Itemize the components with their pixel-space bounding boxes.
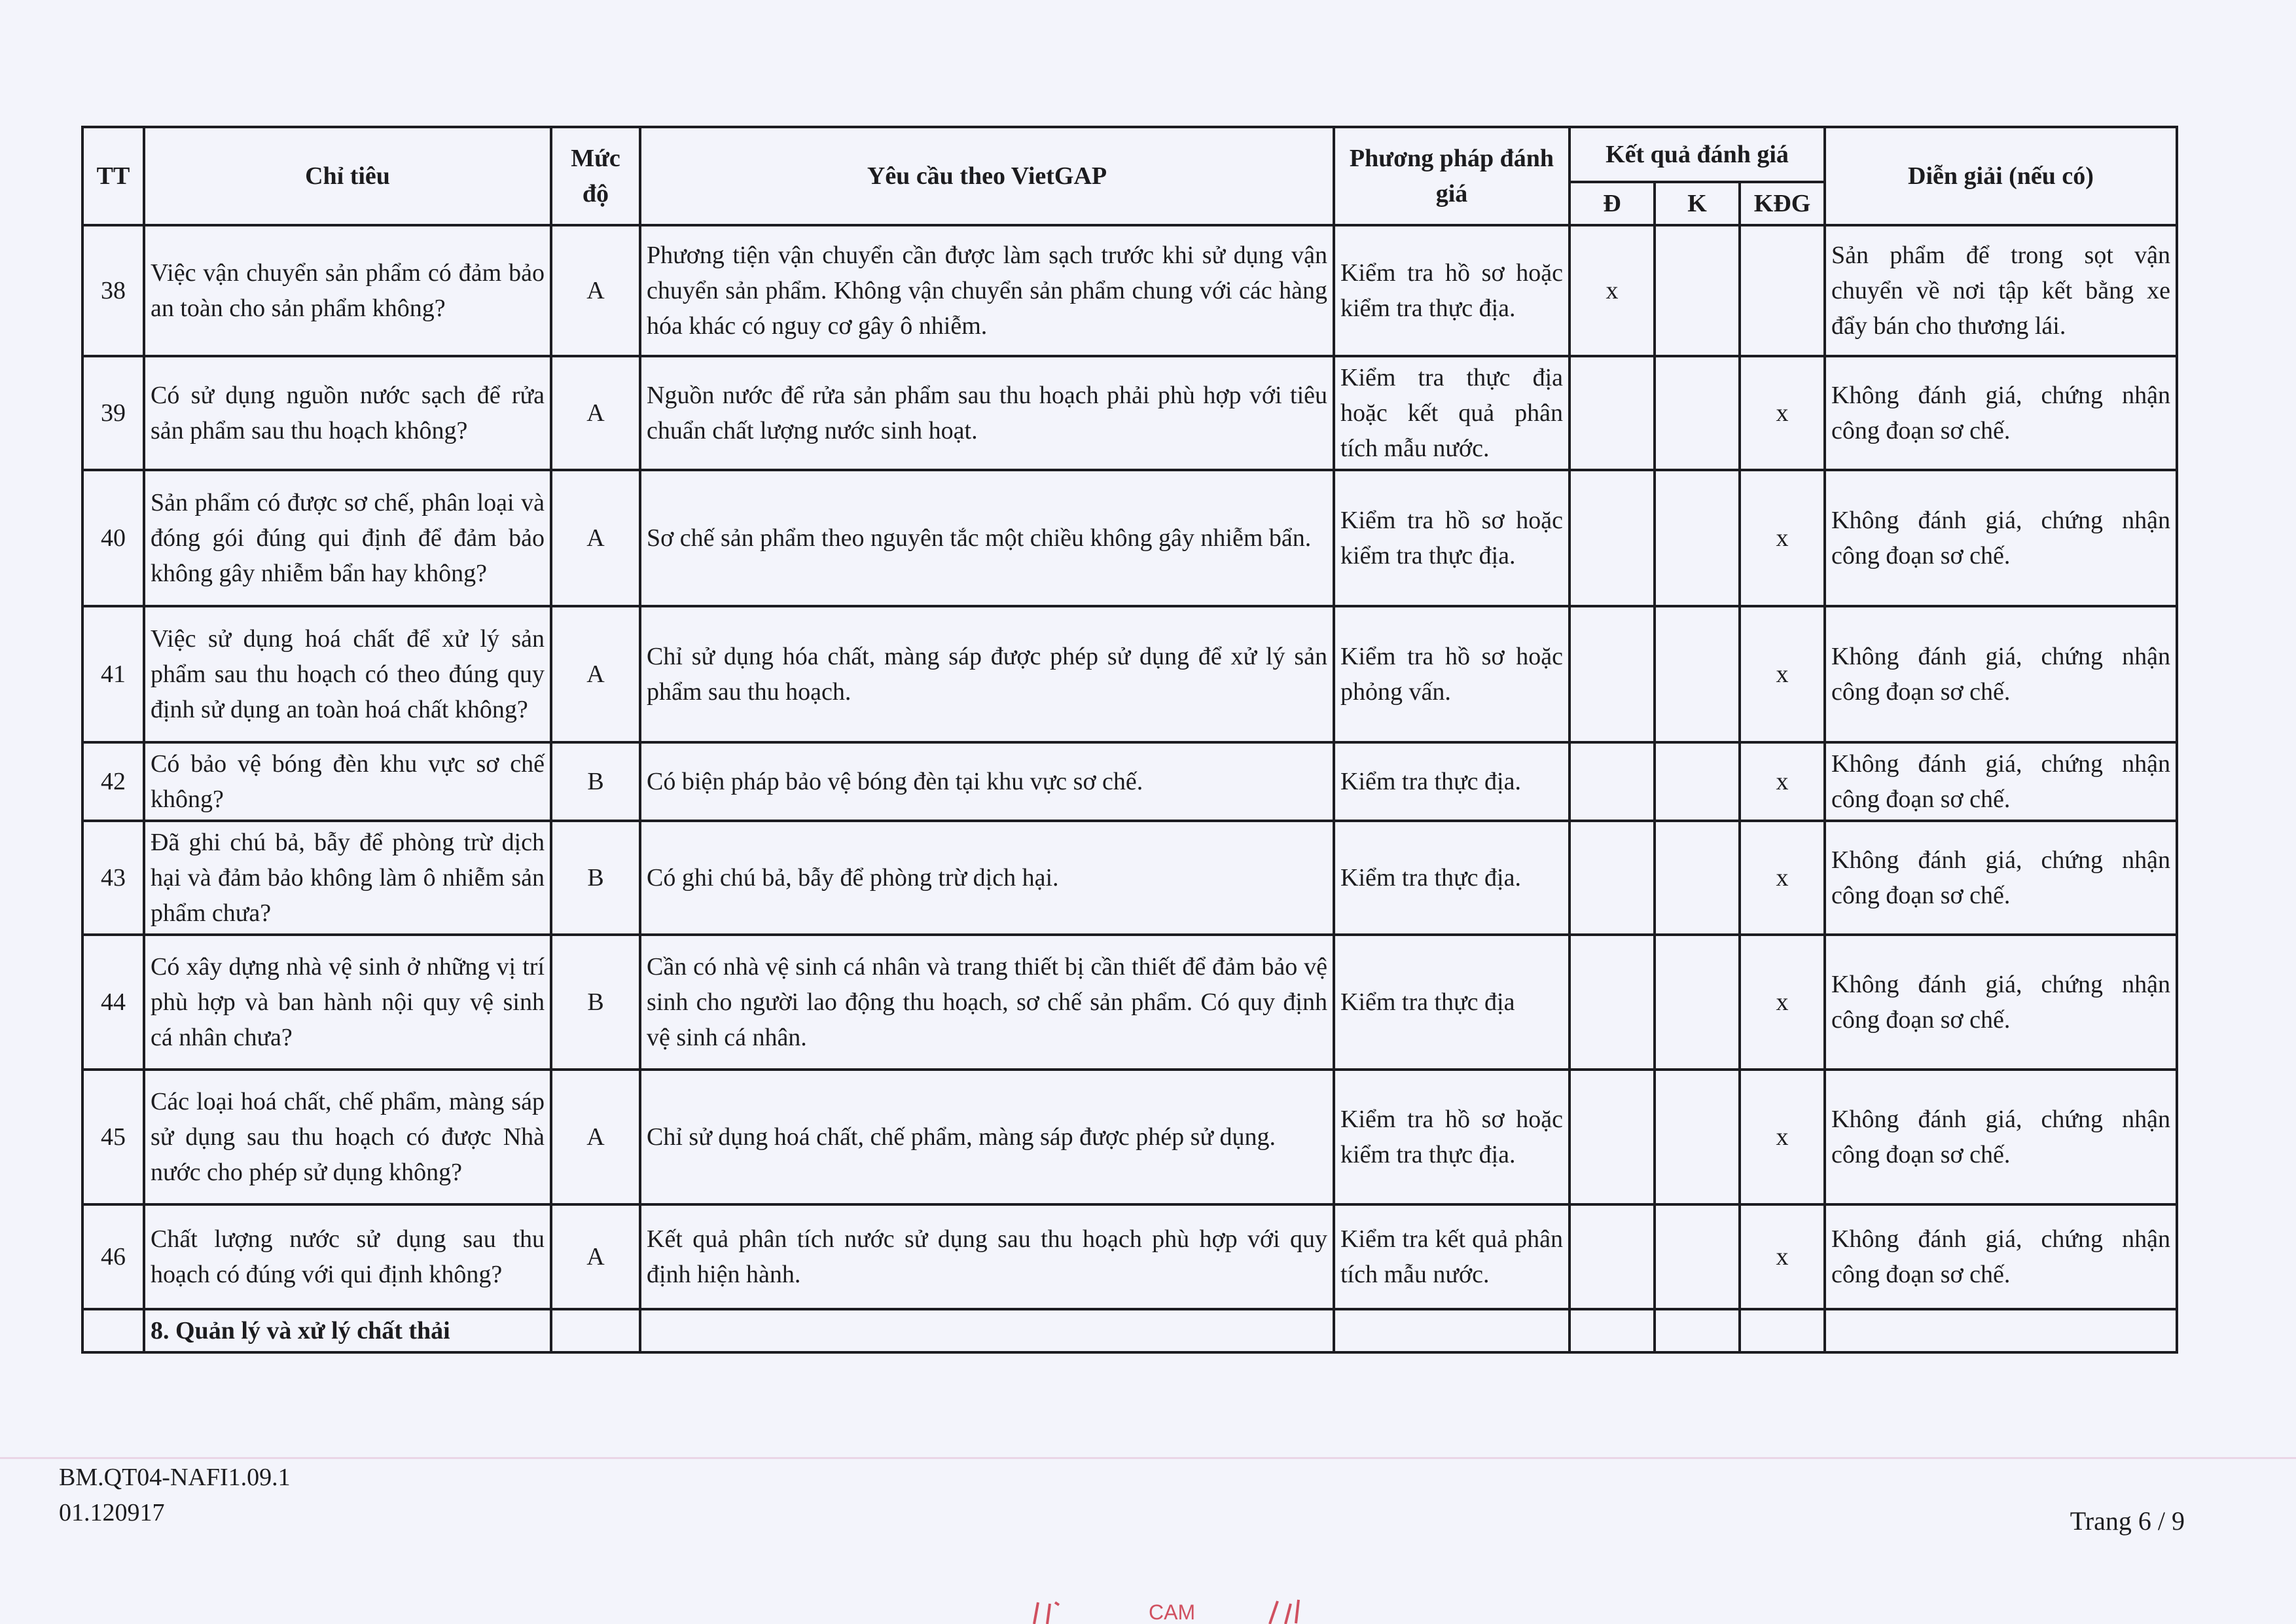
row-criteria: Sản phẩm có được sơ chế, phân loại và đóng gói đúng qui định để đảm bảo không gây nhiễm bẩn hay không? (144, 470, 551, 606)
row-criteria: Việc vận chuyển sản phẩm có đảm bảo an toàn cho sản phẩm không? (144, 225, 551, 356)
row-result-d (1570, 1204, 1655, 1309)
row-requirement: Chỉ sử dụng hoá chất, chế phẩm, màng sáp được phép sử dụng. (640, 1070, 1334, 1204)
row-number: 43 (82, 821, 144, 935)
header-tt: TT (82, 127, 144, 225)
row-method: Kiểm tra hồ sơ hoặc phỏng vấn. (1334, 606, 1570, 742)
table-row (82, 821, 2177, 935)
row-result-k (1655, 742, 1740, 821)
row-method: Kiểm tra thực địa. (1334, 742, 1570, 821)
row-result-d (1570, 356, 1655, 470)
row-level: B (551, 935, 640, 1070)
row-number: 38 (82, 225, 144, 356)
row-requirement: Kết quả phân tích nước sử dụng sau thu hoạch phù hợp với quy định hiện hành. (640, 1204, 1334, 1309)
form-code-line2: 01.120917 (59, 1499, 165, 1526)
empty-cell (1334, 1309, 1570, 1352)
row-method: Kiểm tra hồ sơ hoặc kiểm tra thực địa. (1334, 225, 1570, 356)
row-result-kdg: x (1740, 470, 1825, 606)
row-result-d (1570, 1070, 1655, 1204)
row-criteria: Có bảo vệ bóng đèn khu vực sơ chế không? (144, 742, 551, 821)
row-criteria: Đã ghi chú bả, bẫy để phòng trừ dịch hại và đảm bảo không làm ô nhiễm sản phẩm chưa? (144, 821, 551, 935)
table-row (82, 606, 2177, 742)
row-explanation: Không đánh giá, chứng nhận công đoạn sơ chế. (1825, 1204, 2177, 1309)
row-level: B (551, 821, 640, 935)
row-explanation: Không đánh giá, chứng nhận công đoạn sơ chế. (1825, 1070, 2177, 1204)
empty-cell (1655, 1309, 1740, 1352)
form-code (59, 1460, 291, 1530)
row-result-k (1655, 225, 1740, 356)
row-result-k (1655, 935, 1740, 1070)
row-level: A (551, 225, 640, 356)
row-result-kdg: x (1740, 742, 1825, 821)
section-row (82, 1309, 2177, 1352)
row-result-d (1570, 606, 1655, 742)
table-row (82, 1070, 2177, 1204)
row-requirement: Cần có nhà vệ sinh cá nhân và trang thiết bị cần thiết để đảm bảo vệ sinh cho người lao động thu hoạch, sơ chế sản phẩm. Có quy định vệ sinh cá nhân. (640, 935, 1334, 1070)
row-explanation: Sản phẩm để trong sọt vận chuyển về nơi tập kết bằng xe đẩy bán cho thương lái. (1825, 225, 2177, 356)
table-row (82, 225, 2177, 356)
row-method: Kiểm tra thực địa (1334, 935, 1570, 1070)
page-number: Trang 6 / 9 (2070, 1506, 2185, 1536)
table-row (82, 935, 2177, 1070)
header-level: Mức độ (551, 127, 640, 225)
row-result-k (1655, 821, 1740, 935)
header-result-kdg: KĐG (1740, 182, 1825, 225)
row-number: 46 (82, 1204, 144, 1309)
row-explanation: Không đánh giá, chứng nhận công đoạn sơ chế. (1825, 935, 2177, 1070)
row-result-k (1655, 606, 1740, 742)
row-method: Kiểm tra thực địa hoặc kết quả phân tích mẫu nước. (1334, 356, 1570, 470)
empty-cell (1570, 1309, 1655, 1352)
row-criteria: Chất lượng nước sử dụng sau thu hoạch có đúng với qui định không? (144, 1204, 551, 1309)
row-criteria: Việc sử dụng hoá chất để xử lý sản phẩm sau thu hoạch có theo đúng quy định sử dụng an toàn hoá chất không? (144, 606, 551, 742)
row-number: 45 (82, 1070, 144, 1204)
empty-cell (1740, 1309, 1825, 1352)
row-result-d (1570, 742, 1655, 821)
row-requirement: Chỉ sử dụng hóa chất, màng sáp được phép sử dụng để xử lý sản phẩm sau thu hoạch. (640, 606, 1334, 742)
row-result-kdg: x (1740, 935, 1825, 1070)
header-requirement: Yêu cầu theo VietGAP (640, 127, 1334, 225)
row-result-d (1570, 935, 1655, 1070)
header-result-d: Đ (1570, 182, 1655, 225)
row-result-kdg: x (1740, 821, 1825, 935)
row-criteria: Có xây dựng nhà vệ sinh ở những vị trí phù hợp và ban hành nội quy vệ sinh cá nhân chưa? (144, 935, 551, 1070)
row-number: 39 (82, 356, 144, 470)
row-explanation: Không đánh giá, chứng nhận công đoạn sơ chế. (1825, 356, 2177, 470)
table-row (82, 470, 2177, 606)
row-level: A (551, 356, 640, 470)
row-result-kdg: x (1740, 356, 1825, 470)
row-requirement: Có ghi chú bả, bẫy để phòng trừ dịch hại. (640, 821, 1334, 935)
evaluation-table (81, 126, 2178, 1354)
row-requirement: Có biện pháp bảo vệ bóng đèn tại khu vực sơ chế. (640, 742, 1334, 821)
row-method: Kiểm tra hồ sơ hoặc kiểm tra thực địa. (1334, 470, 1570, 606)
row-criteria: Các loại hoá chất, chế phẩm, màng sáp sử dụng sau thu hoạch có được Nhà nước cho phép sử dụng không? (144, 1070, 551, 1204)
row-result-d (1570, 470, 1655, 606)
row-level: A (551, 1204, 640, 1309)
row-criteria: Có sử dụng nguồn nước sạch để rửa sản phẩm sau thu hoạch không? (144, 356, 551, 470)
row-result-d: x (1570, 225, 1655, 356)
table-row (82, 1204, 2177, 1309)
header-method: Phương pháp đánh giá (1334, 127, 1570, 225)
row-result-d (1570, 821, 1655, 935)
row-explanation: Không đánh giá, chứng nhận công đoạn sơ chế. (1825, 742, 2177, 821)
form-code-line1: BM.QT04-NAFI1.09.1 (59, 1464, 291, 1491)
row-level: A (551, 606, 640, 742)
red-stamp-fragment (1021, 1597, 1329, 1624)
footer-divider (0, 1457, 2296, 1459)
row-requirement: Phương tiện vận chuyển cần được làm sạch trước khi sử dụng vận chuyển sản phẩm. Không vận chuyển sản phẩm chung với các hàng hóa khác có nguy cơ gây ô nhiễm. (640, 225, 1334, 356)
row-result-kdg: x (1740, 1070, 1825, 1204)
svg-text:CAM: CAM (1149, 1600, 1196, 1624)
row-requirement: Nguồn nước để rửa sản phẩm sau thu hoạch phải phù hợp với tiêu chuẩn chất lượng nước sinh hoạt. (640, 356, 1334, 470)
row-result-k (1655, 1070, 1740, 1204)
table-row (82, 742, 2177, 821)
row-requirement: Sơ chế sản phẩm theo nguyên tắc một chiều không gây nhiễm bẩn. (640, 470, 1334, 606)
row-explanation: Không đánh giá, chứng nhận công đoạn sơ chế. (1825, 821, 2177, 935)
empty-cell (640, 1309, 1334, 1352)
row-number: 44 (82, 935, 144, 1070)
row-number: 42 (82, 742, 144, 821)
row-result-k (1655, 356, 1740, 470)
row-method: Kiểm tra thực địa. (1334, 821, 1570, 935)
section-number-cell (82, 1309, 144, 1352)
row-result-kdg: x (1740, 606, 1825, 742)
row-result-kdg (1740, 225, 1825, 356)
header-result-k: K (1655, 182, 1740, 225)
row-level: A (551, 1070, 640, 1204)
empty-cell (551, 1309, 640, 1352)
empty-cell (1825, 1309, 2177, 1352)
row-result-kdg: x (1740, 1204, 1825, 1309)
row-result-k (1655, 1204, 1740, 1309)
row-number: 41 (82, 606, 144, 742)
row-result-k (1655, 470, 1740, 606)
table-header (82, 127, 2177, 225)
row-method: Kiểm tra kết quả phân tích mẫu nước. (1334, 1204, 1570, 1309)
section-title: 8. Quản lý và xử lý chất thải (144, 1309, 551, 1352)
table-row (82, 356, 2177, 470)
row-method: Kiểm tra hồ sơ hoặc kiểm tra thực địa. (1334, 1070, 1570, 1204)
row-explanation: Không đánh giá, chứng nhận công đoạn sơ chế. (1825, 470, 2177, 606)
header-explanation: Diễn giải (nếu có) (1825, 127, 2177, 225)
header-criteria: Chỉ tiêu (144, 127, 551, 225)
row-level: A (551, 470, 640, 606)
header-result: Kết quả đánh giá (1570, 127, 1825, 182)
row-level: B (551, 742, 640, 821)
row-explanation: Không đánh giá, chứng nhận công đoạn sơ chế. (1825, 606, 2177, 742)
row-number: 40 (82, 470, 144, 606)
